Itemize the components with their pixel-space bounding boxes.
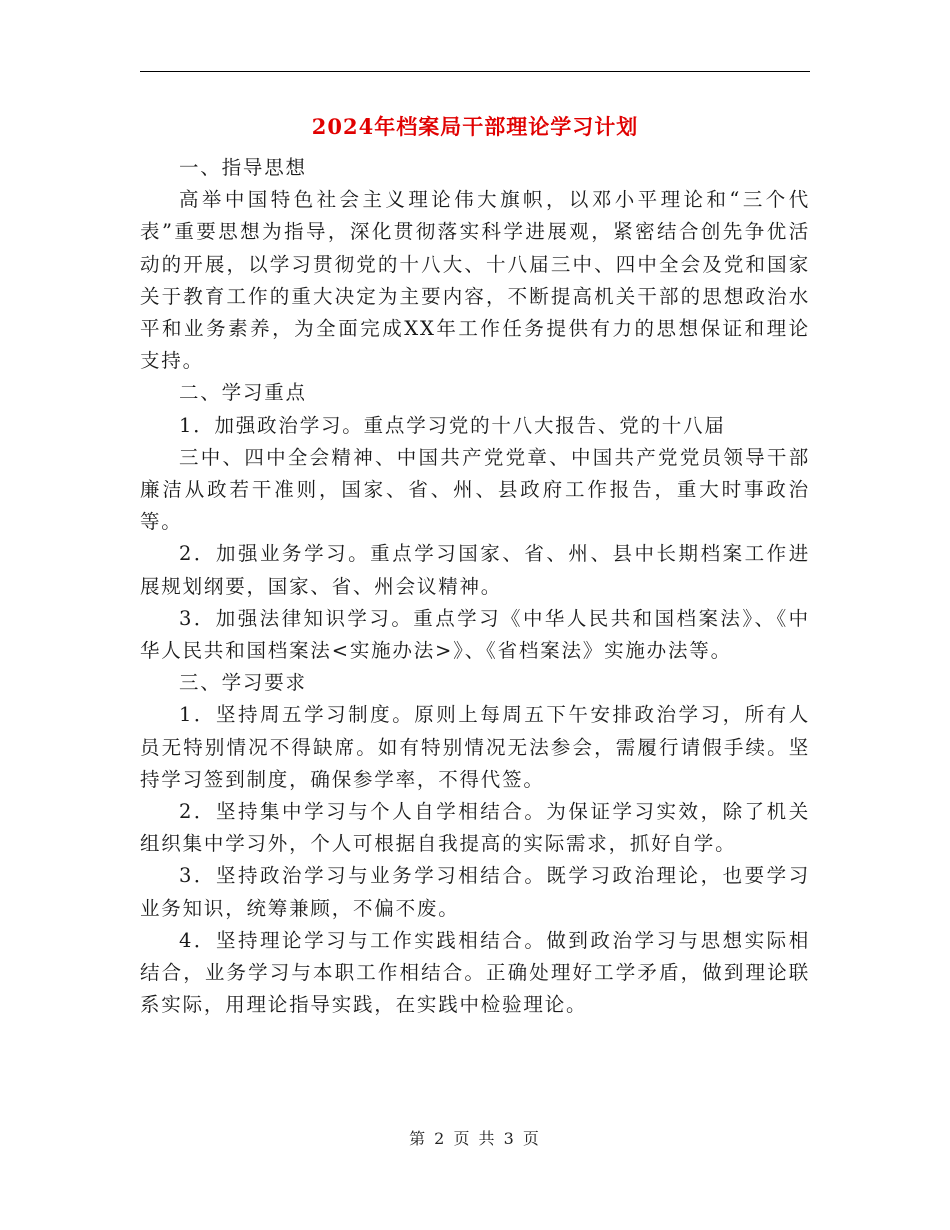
paragraph-req-friday: 1．坚持周五学习制度。原则上每周五下午安排政治学习，所有人员无特别情况不得缺席。如有特别情况无法参会，需履行请假手续。坚持学习签到制度，确保参学率，不得代签。 xyxy=(140,703,810,791)
paragraph-guiding-thought: 高举中国特色社会主义理论伟大旗帜，以邓小平理论和“三个代表”重要思想为指导，深化贯彻落实科学进展观，紧密结合创先争优活动的开展，以学习贯彻党的十八大、十八届三中、四中全会及党和国家关于教育工作的重大决定为主要内容，不断提高机关干部的思想政治水平和业务素养，为全面完成XX年工作任务提供有力的思想保证和理论支持。 xyxy=(140,188,810,373)
paragraph-focus-political: 1．加强政治学习。重点学习党的十八大报告、党的十八届 xyxy=(179,413,726,437)
page-number: 第 2 页 共 3 页 xyxy=(409,1129,541,1148)
header-rule xyxy=(140,71,810,72)
paragraph-focus-law: 3．加强法律知识学习。重点学习《中华人民共和国档案法》、《中华人民共和国档案法<实施办法>》、《省档案法》实施办法等。 xyxy=(140,606,810,663)
section-heading-guiding-thought: 一、指导思想 xyxy=(179,156,307,179)
paragraph-req-self-study: 2．坚持集中学习与个人自学相结合。为保证学习实效，除了机关组织集中学习外，个人可根据自我提高的实际需求，抓好自学。 xyxy=(140,800,810,856)
paragraph-req-political-business: 3．坚持政治学习与业务学习相结合。既学习政治理论，也要学习业务知识，统筹兼顾，不偏不废。 xyxy=(140,864,810,920)
paragraph-focus-political-cont: 三中、四中全会精神、中国共产党党章、中国共产党党员领导干部廉洁从政若干准则，国家、省、州、县政府工作报告，重大时事政治等。 xyxy=(140,445,810,534)
document-title: 2024年档案局干部理论学习计划 xyxy=(311,114,639,139)
document-body xyxy=(140,152,810,1021)
section-heading-study-focus: 二、学习重点 xyxy=(179,381,307,405)
paragraph-focus-business: 2．加强业务学习。重点学习国家、省、州、县中长期档案工作进展规划纲要，国家、省、州会议精神。 xyxy=(140,542,810,598)
paragraph-req-theory-practice: 4．坚持理论学习与工作实践相结合。做到政治学习与思想实际相结合，业务学习与本职工作相结合。正确处理好工学矛盾，做到理论联系实际，用理论指导实践，在实践中检验理论。 xyxy=(140,928,810,1017)
section-heading-requirements: 三、学习要求 xyxy=(179,671,307,695)
